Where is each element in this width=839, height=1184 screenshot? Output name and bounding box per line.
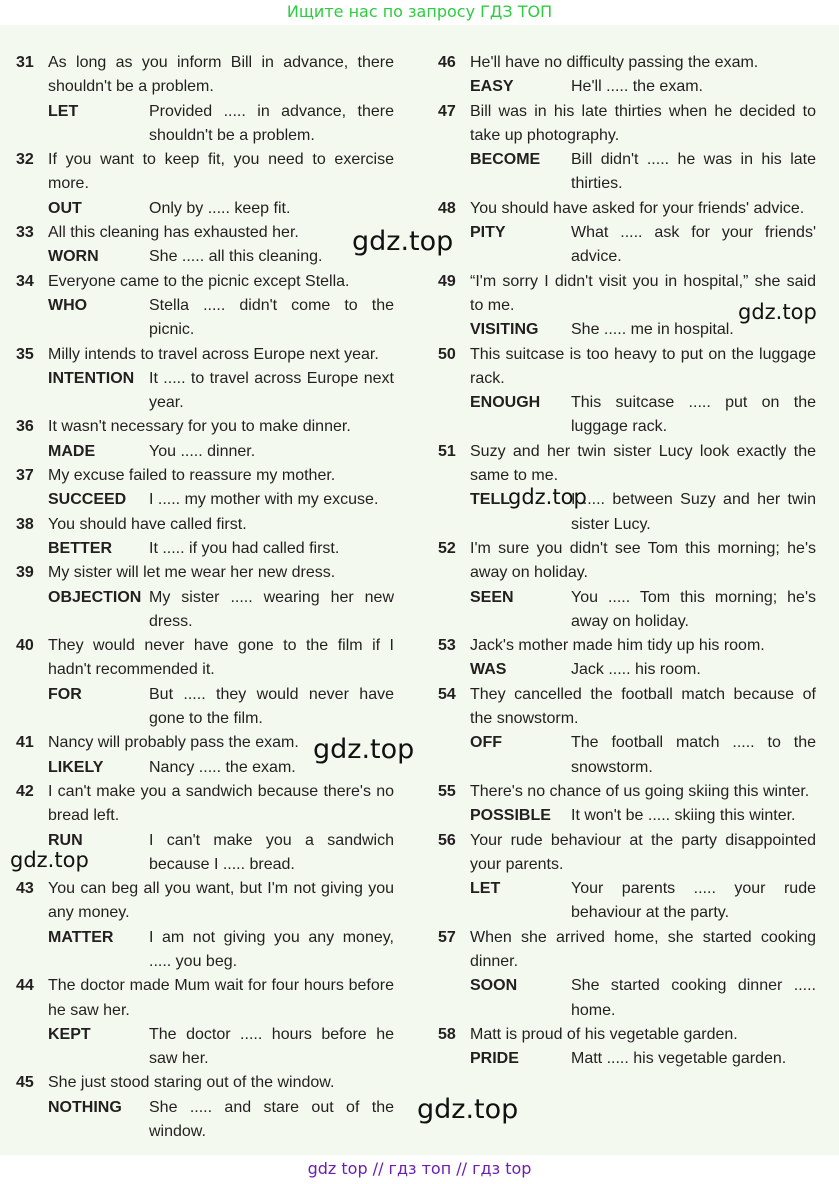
item-answer: Jack ..... his room. — [571, 661, 701, 679]
exercise-item — [438, 780, 816, 829]
item-number: 50 — [438, 345, 456, 363]
item-number: 31 — [16, 54, 34, 71]
item-keyword: POSSIBLE — [470, 807, 551, 825]
item-number: 49 — [438, 272, 456, 290]
item-answer: Only by ..... keep fit. — [149, 199, 291, 217]
exercise-item — [16, 513, 394, 562]
item-keyword: OUT — [48, 199, 82, 217]
exercise-item — [438, 51, 816, 100]
item-answer: You ..... dinner. — [149, 442, 256, 460]
item-answer: It ..... to travel across Europe next year. — [149, 369, 394, 412]
watermark: gdz.top — [352, 226, 454, 257]
item-keyword: SEEN — [470, 588, 514, 606]
item-answer: I ..... between Suzy and her twin sister Lucy. — [571, 491, 816, 533]
exercise-item — [16, 1071, 394, 1144]
item-sentence: “I'm sorry I didn't visit you in hospital,” she said to me. — [470, 272, 816, 314]
item-keyword: NOTHING — [48, 1098, 122, 1116]
item-number: 48 — [438, 199, 456, 217]
item-keyword: WAS — [470, 661, 507, 679]
exercise-item — [16, 415, 394, 464]
item-answer: I can't make you a sandwich because I ..... bread. — [149, 831, 394, 873]
item-keyword: ENOUGH — [470, 394, 541, 412]
item-answer: It ..... if you had called first. — [149, 539, 340, 557]
item-keyword: OFF — [470, 734, 502, 752]
item-keyword: LET — [48, 102, 79, 120]
item-sentence: They would never have gone to the film if I hadn't recommended it. — [48, 637, 394, 679]
item-sentence: Matt is proud of his vegetable garden. — [470, 1025, 738, 1043]
item-answer: Matt ..... his vegetable garden. — [571, 1050, 787, 1068]
item-answer: I am not giving you any money, ..... you beg. — [149, 928, 394, 970]
item-sentence: Milly intends to travel across Europe next year. — [48, 345, 379, 363]
footer-links: gdz top // гдз топ // гдз top — [0, 1155, 839, 1184]
item-sentence: The doctor made Mum wait for four hours before he saw her. — [48, 977, 394, 1019]
item-keyword: PITY — [470, 224, 506, 242]
item-sentence: There's no chance of us going skiing this winter. — [470, 782, 810, 800]
item-keyword: LET — [470, 880, 501, 898]
item-sentence: When she arrived home, she started cooking dinner. — [470, 928, 816, 970]
item-number: 33 — [16, 224, 34, 242]
item-keyword: TELL — [470, 491, 510, 509]
item-number: 38 — [16, 515, 34, 533]
exercise-item — [16, 877, 394, 974]
item-keyword: SUCCEED — [48, 491, 127, 509]
exercise-item — [438, 537, 816, 634]
item-answer: Stella ..... didn't come to the picnic. — [149, 296, 394, 339]
item-number: 53 — [438, 637, 456, 655]
item-number: 47 — [438, 102, 456, 120]
item-answer: He'll ..... the exam. — [571, 78, 703, 96]
item-sentence: My sister will let me wear her new dress. — [48, 564, 336, 582]
item-sentence: I'm sure you didn't see Tom this morning; he's away on holiday. — [470, 539, 816, 582]
exercise-item — [438, 100, 816, 197]
exercise-item — [16, 148, 394, 221]
item-number: 56 — [438, 831, 456, 849]
item-sentence: Nancy will probably pass the exam. — [48, 734, 299, 752]
item-number: 36 — [16, 418, 34, 436]
exercise-item — [438, 1023, 816, 1072]
item-number: 44 — [16, 977, 34, 995]
exercise-page — [0, 25, 839, 1155]
item-keyword: VISITING — [470, 321, 539, 339]
item-sentence: It wasn't necessary for you to make dinner. — [48, 418, 351, 436]
item-keyword: SOON — [470, 977, 518, 995]
item-keyword: MADE — [48, 442, 96, 460]
item-sentence: She just stood staring out of the window. — [48, 1074, 335, 1092]
watermark: gdz.top — [508, 485, 587, 509]
item-number: 37 — [16, 467, 34, 485]
item-answer: You ..... Tom this morning; he's away on holiday. — [571, 588, 816, 630]
item-number: 34 — [16, 272, 34, 290]
right-column — [438, 51, 816, 1071]
exercise-item — [438, 343, 816, 440]
item-sentence: This suitcase is too heavy to put on the luggage rack. — [470, 345, 816, 387]
item-answer: Provided ..... in advance, there shouldn't be a problem. — [149, 102, 394, 144]
exercise-item — [16, 634, 394, 731]
item-number: 41 — [16, 734, 34, 752]
item-number: 35 — [16, 345, 34, 363]
item-answer: Nancy ..... the exam. — [149, 758, 296, 776]
item-number: 32 — [16, 151, 34, 169]
item-number: 55 — [438, 782, 456, 800]
item-number: 40 — [16, 637, 34, 655]
item-number: 43 — [16, 880, 34, 898]
item-sentence: They cancelled the football match because of the snowstorm. — [470, 685, 816, 728]
item-keyword: BETTER — [48, 539, 112, 557]
item-answer: I ..... my mother with my excuse. — [149, 491, 379, 509]
exercise-item — [438, 440, 816, 537]
item-sentence: You can beg all you want, but I'm not giving you any money. — [48, 880, 394, 922]
item-sentence: You should have called first. — [48, 515, 247, 533]
item-answer: My sister ..... wearing her new dress. — [149, 588, 394, 630]
item-sentence: Suzy and her twin sister Lucy look exactly the same to me. — [470, 442, 816, 485]
exercise-item — [438, 634, 816, 683]
item-keyword: RUN — [48, 831, 83, 849]
exercise-item — [16, 561, 394, 634]
exercise-item — [16, 270, 394, 343]
item-keyword: FOR — [48, 685, 82, 703]
item-sentence: I can't make you a sandwich because there's no bread left. — [48, 782, 394, 825]
item-keyword: OBJECTION — [48, 588, 142, 606]
exercise-item — [438, 926, 816, 1023]
item-sentence: My excuse failed to reassure my mother. — [48, 467, 336, 485]
item-keyword: INTENTION — [48, 369, 135, 387]
exercise-item — [16, 51, 394, 148]
item-sentence: As long as you inform Bill in advance, there shouldn't be a problem. — [48, 54, 394, 96]
exercise-item — [16, 974, 394, 1071]
item-sentence: Your rude behaviour at the party disappointed your parents. — [470, 831, 816, 873]
item-answer: It won't be ..... skiing this winter. — [571, 807, 796, 825]
exercise-item — [16, 221, 394, 270]
item-number: 58 — [438, 1025, 456, 1043]
exercise-item — [16, 464, 394, 513]
item-number: 57 — [438, 928, 456, 946]
watermark: gdz.top — [417, 1094, 519, 1125]
exercise-item — [438, 197, 816, 270]
item-answer: But ..... they would never have gone to the film. — [149, 685, 394, 728]
item-number: 46 — [438, 54, 456, 71]
item-sentence: Everyone came to the picnic except Stella. — [48, 272, 350, 290]
item-keyword: LIKELY — [48, 758, 104, 776]
item-sentence: He'll have no difficulty passing the exam. — [470, 54, 759, 71]
item-keyword: EASY — [470, 78, 514, 96]
item-answer: She started cooking dinner ..... home. — [571, 977, 816, 1019]
top-banner: Ищите нас по запросу ГДЗ ТОП — [0, 0, 839, 25]
item-sentence: Bill was in his late thirties when he decided to take up photography. — [470, 102, 816, 144]
item-keyword: PRIDE — [470, 1050, 519, 1068]
item-sentence: All this cleaning has exhausted her. — [48, 224, 299, 242]
item-sentence: If you want to keep fit, you need to exercise more. — [48, 151, 394, 193]
item-sentence: Jack's mother made him tidy up his room. — [470, 637, 765, 655]
watermark: gdz.top — [10, 848, 89, 872]
item-number: 52 — [438, 539, 456, 557]
item-keyword: BECOME — [470, 151, 541, 169]
item-answer: She ..... all this cleaning. — [149, 248, 323, 266]
item-sentence: You should have asked for your friends' advice. — [470, 199, 805, 217]
item-number: 51 — [438, 442, 456, 460]
exercise-item — [438, 829, 816, 926]
item-keyword: MATTER — [48, 928, 114, 946]
item-number: 42 — [16, 782, 34, 800]
watermark: gdz.top — [738, 300, 817, 324]
watermark: gdz.top — [313, 734, 415, 765]
item-answer: Bill didn't ..... he was in his late thirties. — [571, 151, 816, 193]
item-answer: This suitcase ..... put on the luggage rack. — [571, 394, 816, 436]
item-answer: She ..... me in hospital. — [571, 321, 734, 339]
item-keyword: KEPT — [48, 1025, 91, 1043]
exercise-item — [16, 343, 394, 416]
item-answer: The doctor ..... hours before he saw her. — [149, 1025, 394, 1068]
item-keyword: WHO — [48, 296, 88, 314]
item-number: 45 — [16, 1074, 34, 1092]
item-keyword: WORN — [48, 248, 99, 266]
item-answer: She ..... and stare out of the window. — [149, 1098, 394, 1141]
exercise-item — [438, 683, 816, 780]
left-column — [16, 51, 394, 1144]
item-answer: Your parents ..... your rude behaviour at the party. — [571, 880, 816, 922]
item-number: 39 — [16, 564, 34, 582]
item-number: 54 — [438, 685, 456, 703]
item-answer: The football match ..... to the snowstorm. — [571, 734, 816, 776]
item-answer: What ..... ask for your friends' advice. — [571, 224, 816, 266]
